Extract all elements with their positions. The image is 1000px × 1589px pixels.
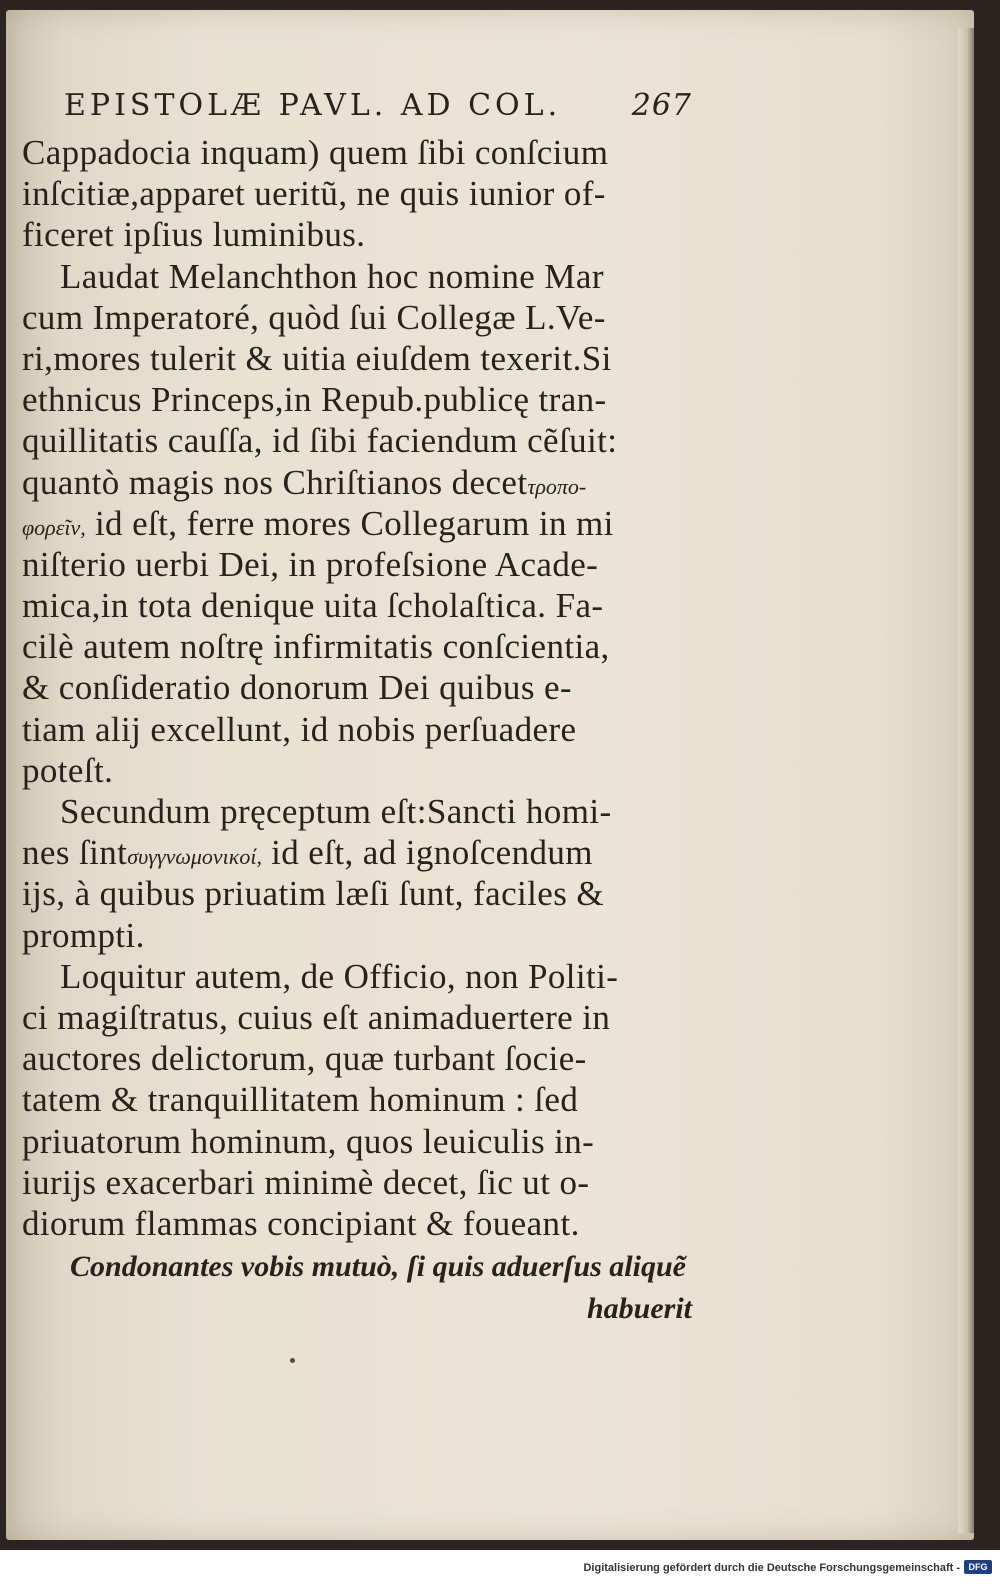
page-edge — [958, 28, 974, 1533]
greek-word: φορεῖν, — [22, 514, 86, 540]
paragraph-start: Laudat Melanchthon hoc nomine Mar — [60, 256, 604, 296]
text-line: ijs, à quibus priuatim læſi ſunt, faciles & — [22, 874, 605, 914]
text-line: ri,mores tulerit & uitia eiuſdem texerit.Si — [22, 338, 612, 378]
text-line: niſterio uerbi Dei, in profeſsione Acade- — [22, 544, 599, 584]
catchword: habuerit — [586, 1292, 692, 1326]
text-line: cilè autem noſtrę infirmitatis conſcientia, — [22, 627, 610, 667]
text-segment: id eſt, ad ignoſcendum — [271, 833, 593, 873]
text-line — [22, 503, 692, 544]
text-line — [22, 832, 692, 873]
text-line: poteſt. — [22, 750, 114, 790]
paragraph-start: Loquitur autem, de Officio, non Politi- — [60, 956, 619, 996]
text-line: prompti. — [22, 915, 145, 955]
text-line: tiam alij excellunt, id nobis perſuadere — [22, 709, 577, 749]
text-line: cum Imperatoré, quòd ſui Collegæ L.Ve- — [22, 297, 606, 337]
greek-word: συγγνωμονικοί, — [127, 844, 262, 870]
text-line: & conſideratio donorum Dei quibus e- — [22, 668, 572, 708]
digitization-footer — [0, 1550, 1000, 1589]
text-line: ci magiſtratus, cuius eſt animaduertere in — [22, 997, 611, 1037]
page-text — [22, 88, 692, 1330]
text-line: ficeret ipſius luminibus. — [22, 215, 366, 255]
funding-credit: Digitalisierung gefördert durch die Deutsche Forschungsgemeinschaft - — [583, 1562, 960, 1574]
text-line — [22, 462, 692, 503]
text-segment: id eſt, ferre mores Collegarum in mi — [94, 503, 614, 543]
paper-speck — [290, 1358, 295, 1363]
text-line: Cappadocia inquam) quem ſibi conſcium — [22, 133, 609, 172]
dfg-logo: DFG — [964, 1560, 992, 1574]
text-line: quillitatis cauſſa, id ſibi faciendum cẽſuit: — [22, 421, 618, 461]
text-line: iurijs exacerbari minimè decet, ſic ut o- — [22, 1162, 590, 1202]
text-line: diorum flammas concipiant & foueant. — [22, 1203, 580, 1243]
running-head-title: EPISTOLÆ PAVL. AD COL. — [64, 88, 562, 123]
page-number: 267 — [631, 88, 692, 123]
greek-word: τροπο- — [527, 473, 587, 499]
text-line: auctores delictorum, quæ turbant ſocie- — [22, 1039, 587, 1079]
text-line: tatem & tranquillitatem hominum : ſed — [22, 1080, 579, 1120]
scripture-quotation: Condonantes vobis mutuò, ſi quis aduerſus aliquẽ — [70, 1250, 686, 1284]
text-segment: nes ſint — [22, 833, 128, 873]
paragraph-start: Secundum pręceptum eſt:Sancti homi- — [60, 792, 612, 831]
text-line: ethnicus Princeps,in Repub.publicę tran- — [22, 380, 607, 420]
text-line: priuatorum hominum, quos leuiculis in- — [22, 1121, 595, 1161]
running-head — [22, 88, 692, 132]
text-line: mica,in tota denique uita ſcholaſtica. Fa- — [22, 586, 604, 626]
text-segment: quantò magis nos Chriſtianos decet — [22, 462, 528, 502]
text-line: inſcitiæ,apparet ueritũ, ne quis iunior of- — [22, 174, 606, 214]
